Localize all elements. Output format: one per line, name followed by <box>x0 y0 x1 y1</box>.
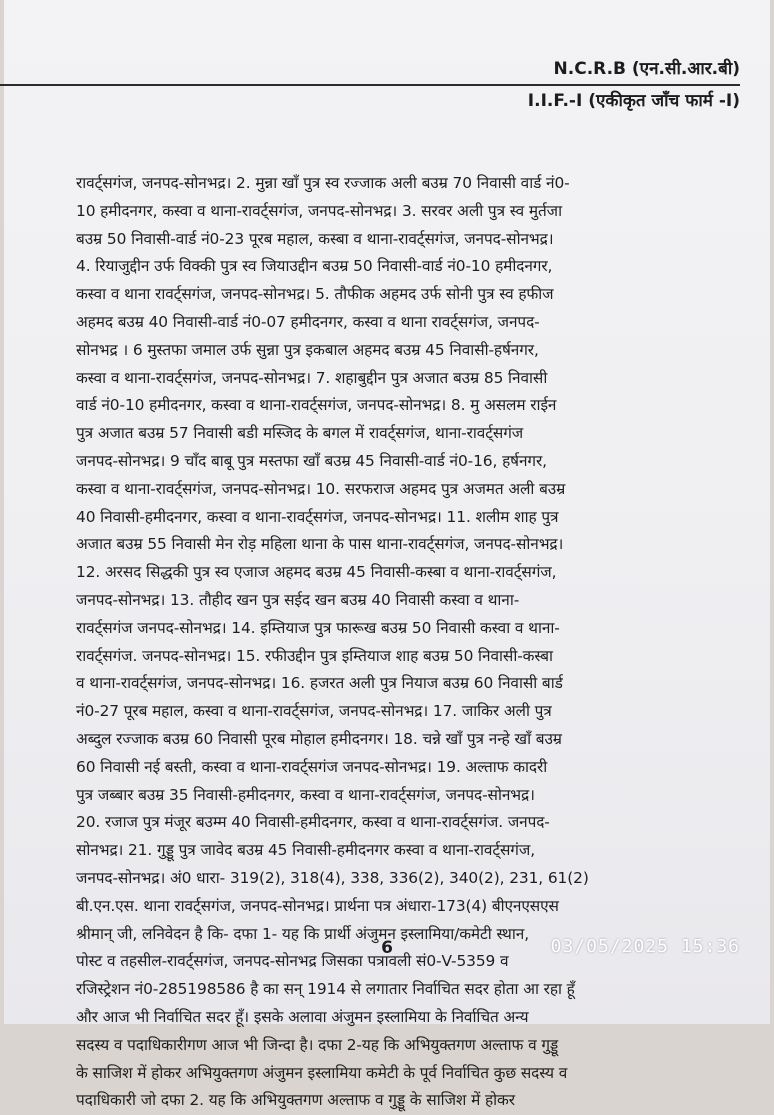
body-line: सोनभद्र। 21. गुड्डू पुत्र जावेद बउम्र 45 निवासी-हमीदनगर कस्वा व थाना-रावर्ट्सगंज, <box>76 841 535 860</box>
body-line: रजिस्ट्रेशन नं0-285198586 है का सन् 1914 से लगातार निर्वाचित सदर होता आ रहा हूँ <box>76 980 575 999</box>
body-line: नं0-27 पूरब महाल, कस्वा व थाना-रावर्ट्सगंज, जनपद-सोनभद्र। 17. जाकिर अली पुत्र <box>76 702 552 721</box>
body-line: सोनभद्र । 6 मुस्तफा जमाल उर्फ सुन्ना पुत्र इकबाल अहमद बउम्र 45 निवासी-हर्षनगर, <box>76 340 539 359</box>
body-line: 20. रजाज पुत्र मंजूर बउम्म 40 निवासी-हमीदनगर, कस्वा व थाना-रावर्ट्सगंज. जनपद- <box>76 813 550 832</box>
header-ncrb: N.C.R.B (एन.सी.आर.बी) <box>553 59 740 79</box>
body-line: बउम्र 50 निवासी-वार्ड नं0-23 पूरब महाल, कस्बा व थाना-रावर्ट्सगंज, जनपद-सोनभद्र। <box>76 229 554 248</box>
body-line: पोस्ट व तहसील-रावर्ट्सगंज, जनपद-सोनभद्र जिसका पत्रावली सं0-V-5359 व <box>76 952 509 971</box>
page-number: 6 <box>381 938 393 958</box>
photo-timestamp: 03/05/2025 15:36 <box>550 936 740 957</box>
body-line: पुत्र अजात बउम्र 57 निवासी बडी मस्जिद के बगल में रावर्ट्सगंज, थाना-रावर्ट्सगंज <box>76 424 524 443</box>
body-line: रावर्ट्सगंज, जनपद-सोनभद्र। 2. मुन्ना खाँ पुत्र स्व रज्जाक अली बउम्र 70 निवासी वार्ड नं0- <box>76 174 570 192</box>
body-line: जनपद-सोनभद्र। 13. तौहीद खन पुत्र सईद खन बउम्र 40 निवासी कस्वा व थाना- <box>76 590 520 609</box>
body-line: अब्दुल रज्जाक बउम्र 60 निवासी पूरब मोहाल हमीदनगर। 18. चन्ने खाँ पुत्र नन्हे खाँ बउम्र <box>76 729 562 748</box>
body-line: वार्ड नं0-10 हमीदनगर, कस्वा व थाना-रावर्ट्सगंज, जनपद-सोनभद्र। 8. मु असलम राईन <box>76 396 557 415</box>
header-rule <box>0 84 740 86</box>
body-line: रावर्ट्सगंज जनपद-सोनभद्र। 14. इम्तियाज पुत्र फारूख बउम्र 50 निवासी कस्वा व थाना- <box>76 618 560 637</box>
body-line: कस्वा व थाना-रावर्ट्सगंज, जनपद-सोनभद्र। 10. सरफराज अहमद पुत्र अजमत अली बउम्र <box>76 479 566 498</box>
body-line: कस्वा व थाना-रावर्ट्सगंज, जनपद-सोनभद्र। 7. शहाबुद्दीन पुत्र अजात बउम्र 85 निवासी <box>76 368 548 387</box>
header-iif: I.I.F.-I (एकीकृत जाँच फार्म -I) <box>527 91 740 111</box>
body-line: 12. अरसद सिद्धकी पुत्र स्व एजाज अहमद बउम्र 45 निवासी-कस्बा व थाना-रावर्ट्सगंज, <box>76 563 557 582</box>
body-line: कस्वा व थाना रावर्ट्सगंज, जनपद-सोनभद्र। 5. तौफीक अहमद उर्फ सोनी पुत्र स्व हफीज <box>76 285 554 304</box>
body-line: जनपद-सोनभद्र। 9 चाँद बाबू पुत्र मस्तफा खाँ बउम्र 45 निवासी-वार्ड नं0-16, हर्षनगर, <box>76 451 547 470</box>
document-page <box>4 0 770 1110</box>
body-line: सदस्य व पदाधिकारीगण आज भी जिन्दा है। दफा 2-यह कि अभियुक्तगण अल्ताफ व गुड्डू <box>76 1035 559 1054</box>
body-line: जनपद-सोनभद्र। अं0 धारा- 319(2), 318(4), 338, 336(2), 340(2), 231, 61(2) <box>76 868 589 887</box>
body-line: व थाना-रावर्ट्सगंज, जनपद-सोनभद्र। 16. हजरत अली पुत्र नियाज बउम्र 60 निवासी बार्ड <box>76 674 563 693</box>
body-line: और आज भी निर्वाचित सदर हूँ। इसके अलावा अंजुमन इस्लामिया के निर्वाचित अन्य <box>76 1007 529 1026</box>
body-line: अहमद बउम्र 40 निवासी-वार्ड नं0-07 हमीदनगर, कस्वा व थाना रावर्ट्सगंज, जनपद- <box>76 312 540 331</box>
body-line: श्रीमान् जी, लनिवेदन है कि- दफा 1- यह कि प्रार्थी अंजुमन इस्लामिया/कमेटी स्थान, <box>76 924 530 943</box>
body-line: 4. रियाजुद्दीन उर्फ विक्की पुत्र स्व जियाउद्दीन बउम्र 50 निवासी-वार्ड नं0-10 हमीदनगर, <box>76 257 553 276</box>
body-line: पुत्र जब्बार बउम्र 35 निवासी-हमीदनगर, कस्वा व थाना-रावर्ट्सगंज, जनपद-सोनभद्र। <box>76 785 535 804</box>
form-header <box>220 58 740 112</box>
body-line: के साजिश में होकर अभियुक्तगण अंजुमन इस्लामिया कमेटी के पूर्व निर्वाचित कुछ सदस्य व <box>76 1063 568 1082</box>
body-line: 40 निवासी-हमीदनगर, कस्वा व थाना-रावर्ट्सगंज, जनपद-सोनभद्र। 11. शलीम शाह पुत्र <box>76 507 559 526</box>
body-line: रावर्ट्सगंज. जनपद-सोनभद्र। 15. रफीउद्दीन पुत्र इम्तियाज शाह बउम्र 50 निवासी-कस्बा <box>76 646 553 665</box>
body-line: 60 निवासी नई बस्ती, कस्वा व थाना-रावर्ट्सगंज जनपद-सोनभद्र। 19. अल्ताफ कादरी <box>76 757 548 776</box>
body-line: बी.एन.एस. थाना रावर्ट्सगंज, जनपद-सोनभद्र। प्रार्थना पत्र अंधारा-173(4) बीएनएसएस <box>76 896 559 915</box>
body-line: 10 हमीदनगर, कस्वा व थाना-रावर्ट्सगंज, जनपद-सोनभद्र। 3. सरवर अली पुत्र स्व मुर्तजा <box>76 201 562 220</box>
body-line: अजात बउम्र 55 निवासी मेन रोड़ महिला थाना के पास थाना-रावर्ट्सगंज, जनपद-सोनभद्र। <box>76 535 564 554</box>
body-line: पदाधिकारी जो दफा 2. यह कि अभियुक्तगण अल्ताफ व गुड्डू के साजिश में होकर <box>76 1091 515 1110</box>
